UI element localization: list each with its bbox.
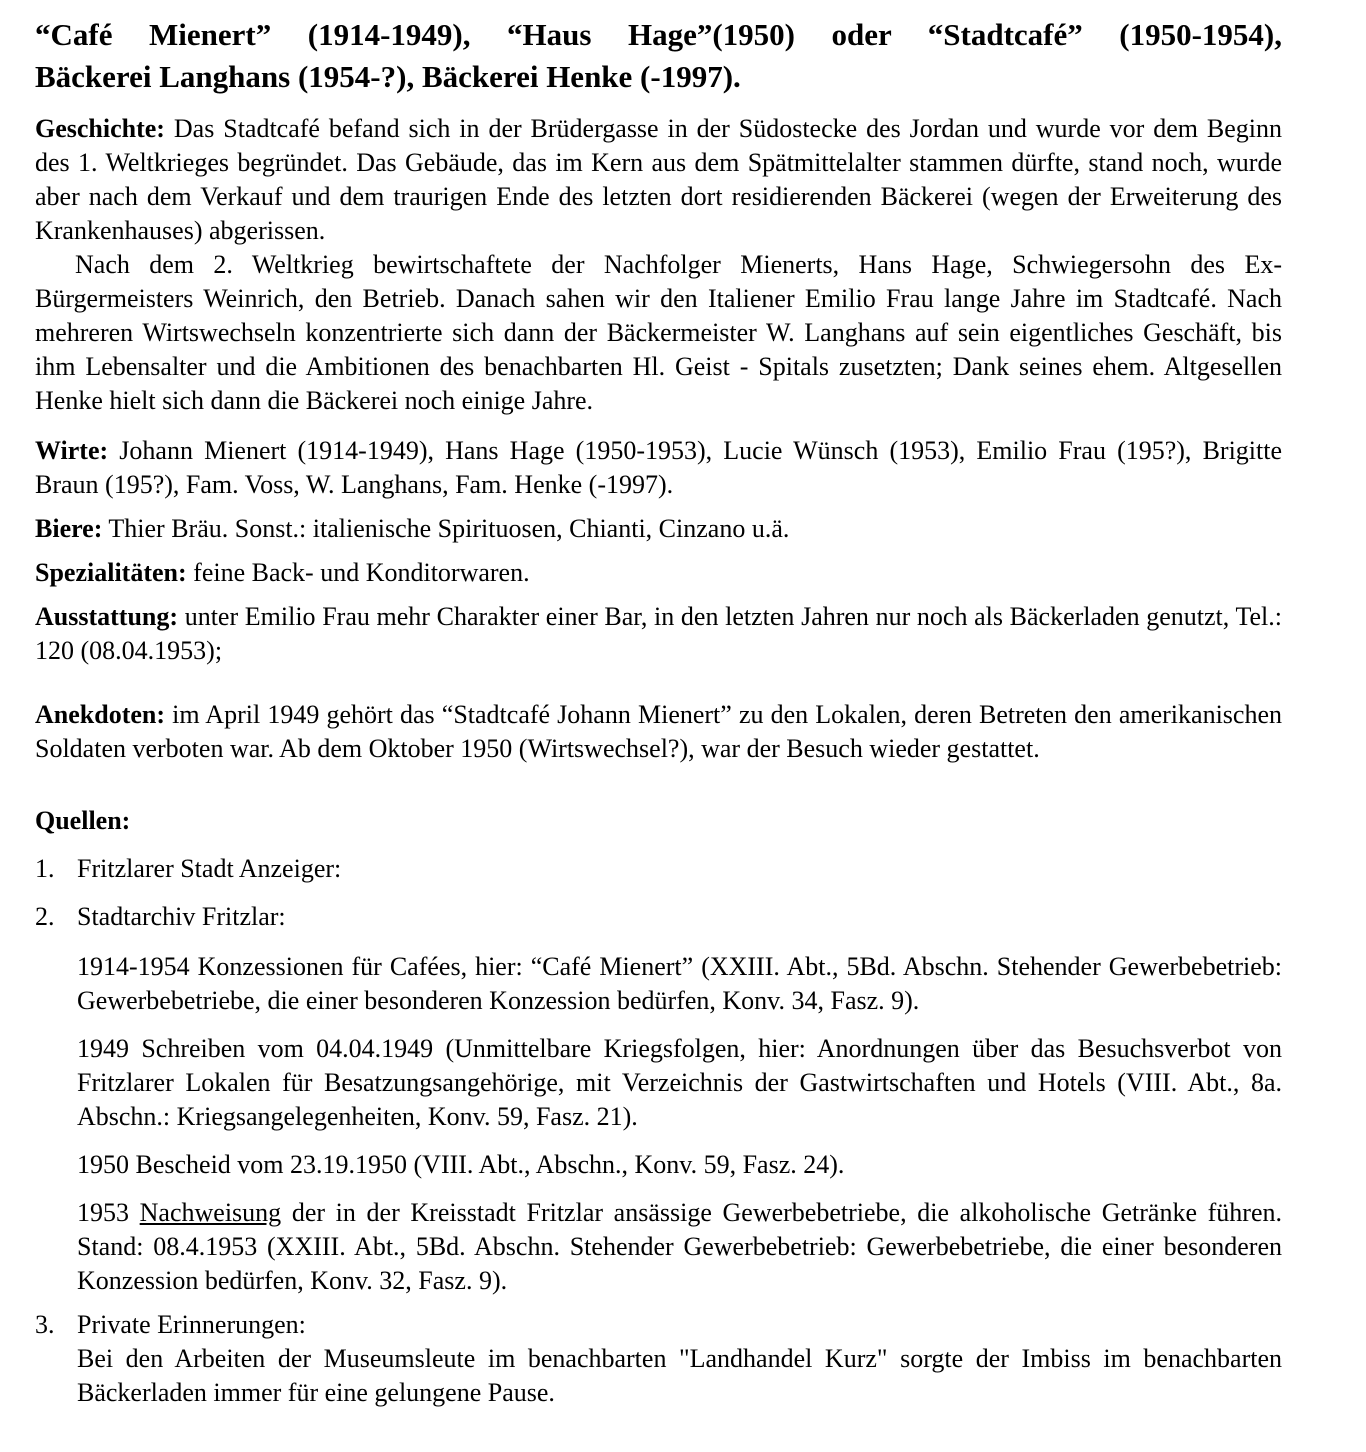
archive-entry-1949: 1949 Schreiben vom 04.04.1949 (Unmittelbare Kriegsfolgen, hier: Anordnungen über das Besuchsverbot von Fritzlarer Lokalen für Besatzungsangehörige, mit Verzeichnis der Gastwirtschaften und Hotels (VIII. Abt., 8a. Abschn.: Kriegsangelegenheiten, Konv. 59, Fasz. 21). xyxy=(77,1034,1282,1131)
section-spezialitaeten xyxy=(35,556,1282,590)
geschichte-label: Geschichte: xyxy=(35,114,165,143)
wirte-text: Johann Mienert (1914-1949), Hans Hage (1950-1953), Lucie Wünsch (1953), Emilio Frau (195?), Brigitte Braun (195?), Fam. Voss, W. Langhans, Fam. Henke (-1997). xyxy=(35,436,1282,499)
document-title xyxy=(35,14,1282,98)
section-anekdoten xyxy=(35,698,1282,766)
anekdoten-text: im April 1949 gehört das “Stadtcafé Johann Mienert” zu den Lokalen, deren Betreten den amerikanischen Soldaten verboten war. Ab dem Oktober 1950 (Wirtswechsel?), war der Besuch wieder gestattet. xyxy=(35,700,1282,763)
ausstattung-label: Ausstattung: xyxy=(35,602,179,631)
archive-entry-1953-year: 1953 xyxy=(77,1198,129,1227)
biere-label: Biere: xyxy=(35,514,103,543)
archive-entry-1950: 1950 Bescheid vom 23.19.1950 (VIII. Abt., Abschn., Konv. 59, Fasz. 24). xyxy=(77,1150,845,1179)
section-wirte xyxy=(35,434,1282,502)
archive-entry-1953-rest: der in der Kreisstadt Fritzlar ansässige Gewerbebetriebe, die alkoholische Getränke führen. Stand: 08.4.1953 (XXIII. Abt., 5Bd. Abschn. Stehender Gewerbebetrieb: Gewerbebetriebe, die einer besonderen Konzession bedürfen, Konv. 32, Fasz. 9). xyxy=(77,1198,1282,1295)
source-item-3-text: Private Erinnerungen: xyxy=(77,1310,306,1339)
ausstattung-text: unter Emilio Frau mehr Charakter einer Bar, in den letzten Jahren nur noch als Bäckerladen genutzt, Tel.: 120 (08.04.1953); xyxy=(35,602,1283,665)
section-biere xyxy=(35,512,1282,546)
source-item-3 xyxy=(35,1308,1282,1342)
archive-entry-1953-link: Nachweisung xyxy=(139,1198,282,1227)
archive-entry-1914: 1914-1954 Konzessionen für Cafées, hier: “Café Mienert” (XXIII. Abt., 5Bd. Abschn. Stehender Gewerbebetrieb: Gewerbebetriebe, die einer besonderen Konzession bedürfen, Konv. 34, Fasz. 9). xyxy=(77,952,1282,1015)
source-item-1 xyxy=(35,852,1282,886)
source-item-2 xyxy=(35,900,1282,934)
spezialitaeten-text: feine Back- und Konditorwaren. xyxy=(193,558,530,587)
section-geschichte xyxy=(35,112,1282,248)
source-item-2-text: Stadtarchiv Fritzlar: xyxy=(77,902,286,931)
anekdoten-label: Anekdoten: xyxy=(35,700,166,729)
title-line-2: Bäckerei Langhans (1954-?), Bäckerei Henke (-1997). xyxy=(35,59,741,94)
biere-text: Thier Bräu. Sonst.: italienische Spirituosen, Chianti, Cinzano u.ä. xyxy=(108,514,790,543)
section-ausstattung xyxy=(35,600,1282,668)
wirte-label: Wirte: xyxy=(35,436,109,465)
source-item-3-number: 3. xyxy=(35,1310,55,1339)
source-item-3-detail: Bei den Arbeiten der Museumsleute im benachbarten "Landhandel Kurz" sorgte der Imbiss im benachbarten Bäckerladen immer für eine gelungene Pause. xyxy=(77,1344,1282,1407)
source-item-2-number: 2. xyxy=(35,902,55,931)
archive-entry-1953 xyxy=(77,1196,1282,1298)
quellen-heading: Quellen: xyxy=(35,806,131,835)
title-line-1: “Café Mienert” (1914-1949), “Haus Hage”(1950) oder “Stadtcafé” (1950-1954), xyxy=(35,17,1282,52)
source-item-1-number: 1. xyxy=(35,854,55,883)
geschichte-text-1: Das Stadtcafé befand sich in der Brüdergasse in der Südostecke des Jordan und wurde vor dem Beginn des 1. Weltkrieges begründet. Das Gebäude, das im Kern aus dem Spätmittelalter stammen dürfte, stand noch, wurde aber nach dem Verkauf und dem traurigen Ende des letzten dort residierenden Bäckerei (wegen der Erweiterung des Krankenhauses) abgerissen. xyxy=(35,114,1283,245)
geschichte-text-2: Nach dem 2. Weltkrieg bewirtschaftete der Nachfolger Mienerts, Hans Hage, Schwiegersohn des Ex-Bürgermeisters Weinrich, den Betrieb. Danach sahen wir den Italiener Emilio Frau lange Jahre im Stadtcafé. Nach mehreren Wirtswechseln konzentrierte sich dann der Bäckermeister W. Langhans auf sein eigentliches Geschäft, bis ihm Lebensalter und die Ambitionen des benachbarten Hl. Geist - Spitals zusetzten; Dank seines ehem. Altgesellen Henke hielt sich dann die Bäckerei noch einige Jahre. xyxy=(35,250,1282,415)
spezialitaeten-label: Spezialitäten: xyxy=(35,558,187,587)
geschichte-paragraph-2 xyxy=(35,248,1282,418)
source-item-1-text: Fritzlarer Stadt Anzeiger: xyxy=(77,854,342,883)
